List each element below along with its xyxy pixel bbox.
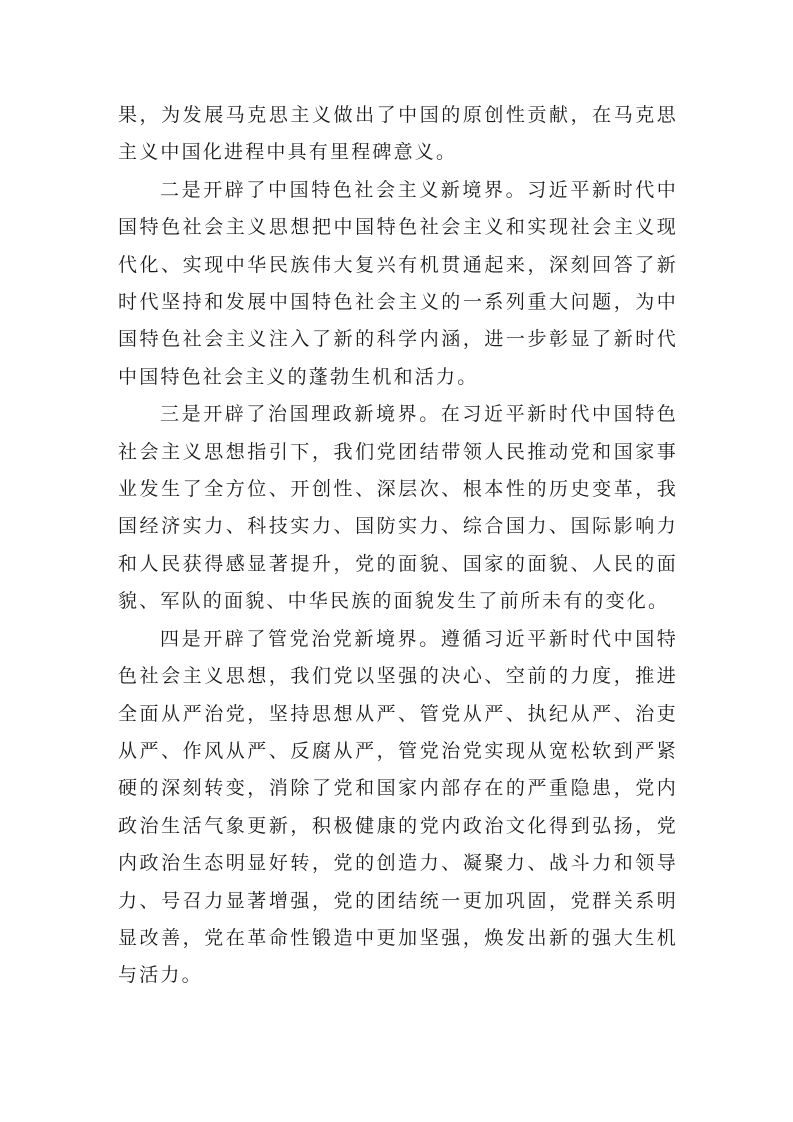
paragraph-continuation: 果，为发展马克思主义做出了中国的原创性贡献，在马克思主义中国化进程中具有里程碑意义。 xyxy=(118,104,678,164)
document-body xyxy=(118,97,678,995)
paragraph-socialism-new-realm: 二是开辟了中国特色社会主义新境界。习近平新时代中国特色社会主义思想把中国特色社会主义和实现社会主义现代化、实现中华民族伟大复兴有机贯通起来，深刻回答了新时代坚持和发展中国特色社会主义的一系列重大问题，为中国特色社会主义注入了新的科学内涵，进一步彰显了新时代中国特色社会主义的蓬勃生机和活力。 xyxy=(118,178,678,388)
paragraph-governance-new-realm: 三是开辟了治国理政新境界。在习近平新时代中国特色社会主义思想指引下，我们党团结带领人民推动党和国家事业发生了全方位、开创性、深层次、根本性的历史变革，我国经济实力、科技实力、国防实力、综合国力、国际影响力和人民获得感显著提升，党的面貌、国家的面貌、人民的面貌、军队的面貌、中华民族的面貌发生了前所未有的变化。 xyxy=(118,403,678,613)
paragraph-party-governance-new-realm: 四是开辟了管党治党新境界。遵循习近平新时代中国特色社会主义思想，我们党以坚强的决心、空前的力度，推进全面从严治党，坚持思想从严、管党从严、执纪从严、治吏从严、作风从严、反腐从严，管党治党实现从宽松软到严紧硬的深刻转变，消除了党和国家内部存在的严重隐患，党内政治生活气象更新，积极健康的党内政治文化得到弘扬，党内政治生态明显好转，党的创造力、凝聚力、战斗力和领导力、号召力显著增强，党的团结统一更加巩固，党群关系明显改善，党在革命性锻造中更加坚强，焕发出新的强大生机与活力。 xyxy=(118,627,678,987)
